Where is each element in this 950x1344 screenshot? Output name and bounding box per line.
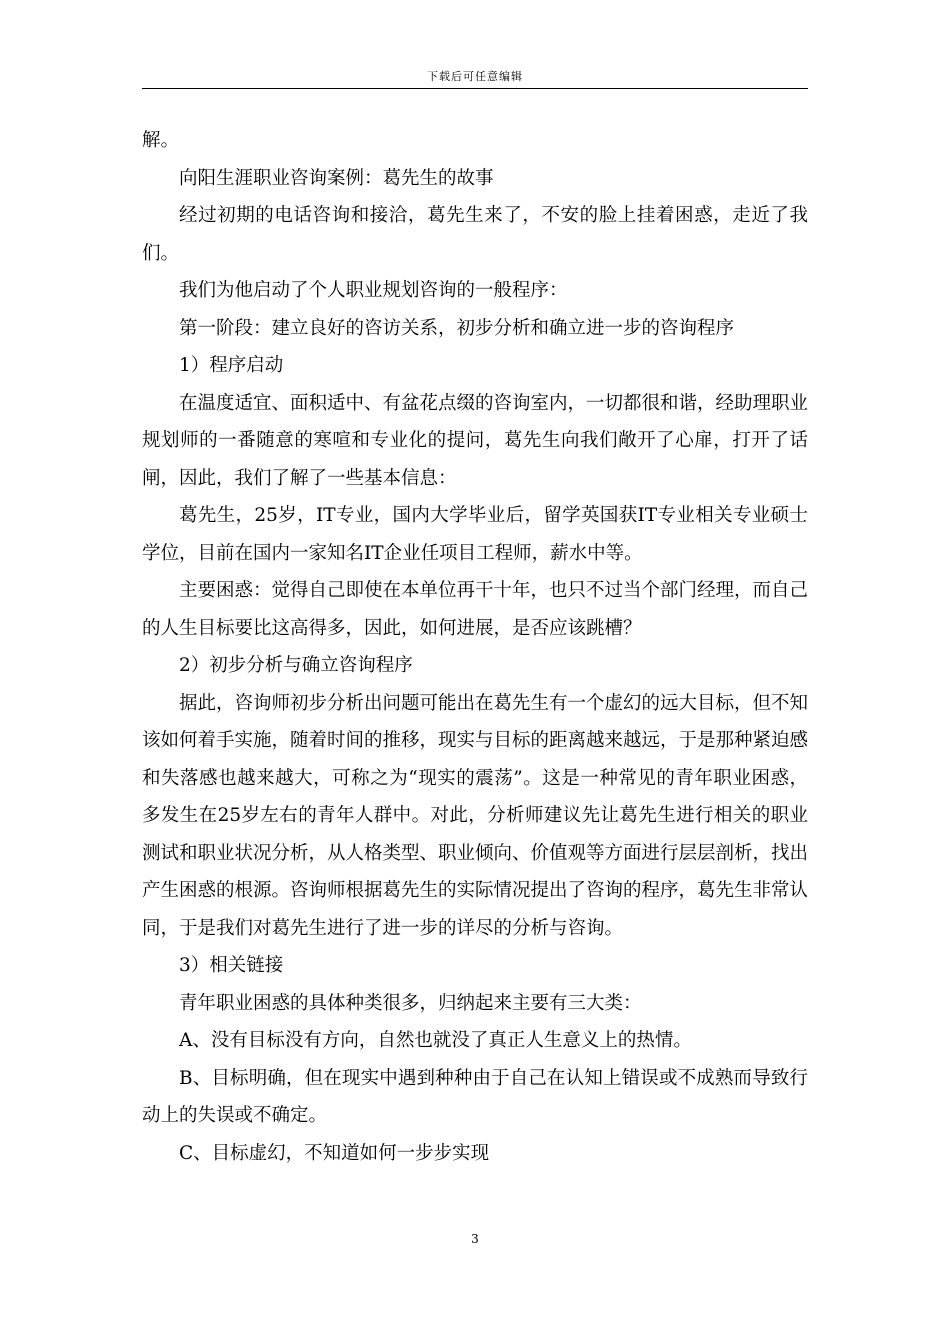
header-divider bbox=[142, 88, 808, 89]
page-number: 3 bbox=[471, 1232, 479, 1246]
page-header: 下载后可任意编辑 bbox=[427, 70, 523, 83]
paragraph-step-1: 1）程序启动 bbox=[179, 355, 284, 376]
paragraph-stage-one: 第一阶段：建立良好的咨访关系，初步分析和确立进一步的咨询程序 bbox=[179, 317, 735, 339]
paragraph-step-2: 2）初步分析与确立咨询程序 bbox=[179, 655, 413, 676]
paragraph-item-a: A、没有目标没有方向，自然也就没了真正人生意义上的热情。 bbox=[179, 1030, 692, 1051]
paragraph-item-c: C、目标虚幻，不知道如何一步步实现 bbox=[179, 1142, 490, 1164]
paragraph-12: 青年职业困惑的具体种类很多，归纳起来主要有三大类： bbox=[179, 992, 642, 1014]
paragraph-3: 我们为他启动了个人职业规划咨询的一般程序： bbox=[179, 280, 568, 301]
paragraph-item-b: B、目标明确，但在现实中遇到种种由于自己在认知上错误或不成熟而导致行动上的失误或不确定。 bbox=[142, 1067, 808, 1126]
paragraph-8: 主要困惑：觉得自己即使在本单位再干十年，也只不过当个部门经理，而自己的人生目标要比这高得多，因此，如何进展，是否应该跳槽？ bbox=[142, 580, 809, 639]
paragraph-2: 经过初期的电话咨询和接洽，葛先生来了，不安的脸上挂着困惑，走近了我们。 bbox=[142, 205, 808, 264]
paragraph-7: 葛先生，25岁，IT专业，国内大学毕业后，留学英国获IT专业相关专业硕士学位，目前在国内一家知名IT企业任项目工程师，薪水中等。 bbox=[142, 505, 808, 564]
paragraph-case-title: 向阳生涯职业咨询案例：葛先生的故事 bbox=[179, 167, 494, 189]
paragraph-6: 在温度适宜、面积适中、有盆花点缀的咨询室内，一切都很和谐，经助理职业规划师的一番随意的寒喧和专业化的提问，葛先生向我们敞开了心扉，打开了话闸，因此，我们了解了一些基本信息： bbox=[142, 392, 809, 489]
paragraph-10: 据此，咨询师初步分析出问题可能出在葛先生有一个虚幻的远大目标，但不知该如何着手实施，随着时间的推移，现实与目标的距离越来越远，于是那种紧迫感和失落感也越来越大，可称之为“现实的震荡”。这是一种常见的青年职业困惑，多发生在25岁左右的青年人群中。对此，分析师建议先让葛先生进行相关的职业测试和职业状况分析，从人格类型、职业倾向、价值观等方面进行层层剖析，找出产生困惑的根源。咨询师根据葛先生的实际情况提出了咨询的程序，葛先生非常认同，于是我们对葛先生进行了进一步的详尽的分析与咨询。 bbox=[142, 692, 809, 939]
paragraph-step-3: 3）相关链接 bbox=[179, 955, 284, 976]
document-body bbox=[142, 122, 808, 1172]
paragraph-0: 解。 bbox=[142, 130, 180, 151]
